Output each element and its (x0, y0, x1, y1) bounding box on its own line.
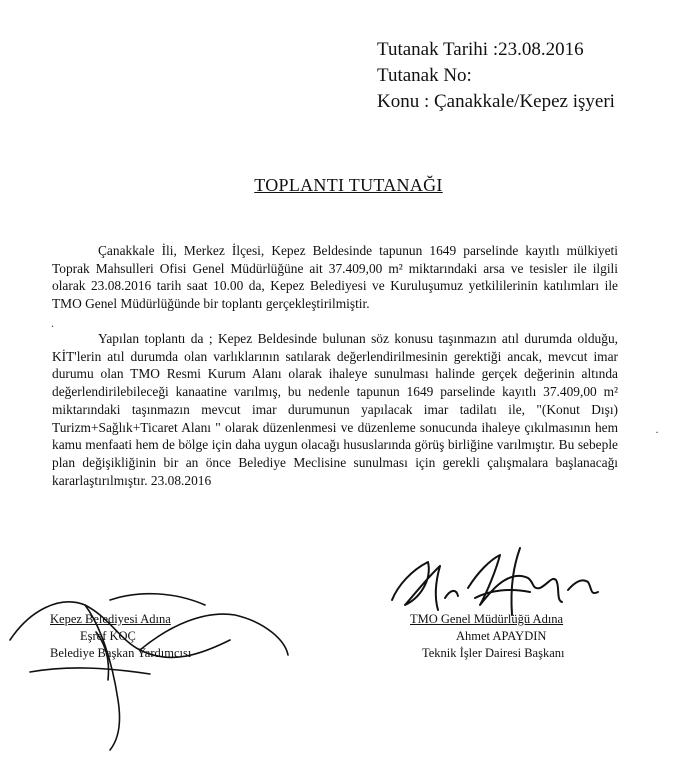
left-signer-name: Eşref KOÇ (80, 629, 136, 643)
meeting-subject: Konu : Çanakkale/Kepez işyeri (377, 91, 615, 112)
right-signature (392, 548, 598, 615)
document-title: TOPLANTI TUTANAĞI (254, 175, 443, 195)
paragraph-decision (52, 330, 618, 489)
meeting-date: Tutanak Tarihi :23.08.2016 (377, 39, 584, 60)
paragraph-intro (52, 242, 618, 313)
right-signer-name: Ahmet APAYDIN (456, 629, 547, 643)
paragraph-decision-text: Yapılan toplantı da ; Kepez Beldesinde bulunan söz konusu taşınmazın atıl durumda olduğu, KİT'lerin atıl durumda olan varlıklarının satılarak değerlendirilmesinin gerektiği ancak, mevcut imar durumu olan TMO Resmi Kurum Alanı olarak ihaleye sunulması halinde gerçek değerinin altında değerlendirilebileceği kanaatine varılmış, bu nedenle tapunun 1649 parselinde kayıtlı 37.409,00 m² miktarındaki taşınmazın mevcut imar durumunun yapılacak imar tadilatı ile, "(Konut Dışı) Turizm+Sağlık+Ticaret Alanı " olarak düzenlenmesi ve düzenleme sonucunda ihaleye çıkılmasının hem kamu menfaati hem de bölge için daha uygun olacağı hususlarında görüş birliğine varılmıştır. Bu sebeple plan değişikliğinin bir an önce Belediye Meclisine sunulması için gerekli çalışmalara başlanacağı kararlaştırılmıştır. 23.08.2016 (52, 331, 618, 488)
stray-dot: · (655, 425, 659, 439)
right-signer-position: Teknik İşler Dairesi Başkanı (422, 646, 565, 660)
left-signature-block (50, 611, 191, 662)
left-institution: Kepez Belediyesi Adına (50, 612, 171, 626)
meeting-number: Tutanak No: (377, 65, 472, 86)
left-signer-position: Belediye Başkan Yardımcısı (50, 646, 192, 660)
document-header (377, 37, 615, 115)
right-signature-block (410, 611, 565, 662)
paragraph-intro-text: Çanakkale İli, Merkez İlçesi, Kepez Beldesinde tapunun 1649 parselinde kayıtlı mülkiyeti Toprak Mahsulleri Ofisi Genel Müdürlüğüne ait 37.409,00 m² miktarındaki arsa ve tesisler ile ilgili olarak 23.08.2016 tarih saat 10.00 da, Kepez Belediyesi ve Kuruluşumuz yetkililerinin katılımları ile TMO Genel Müdürlüğünde bir toplantı gerçekleştirilmiştir. (52, 243, 618, 312)
stray-dot: . (51, 316, 54, 330)
right-institution: TMO Genel Müdürlüğü Adına (410, 612, 564, 626)
